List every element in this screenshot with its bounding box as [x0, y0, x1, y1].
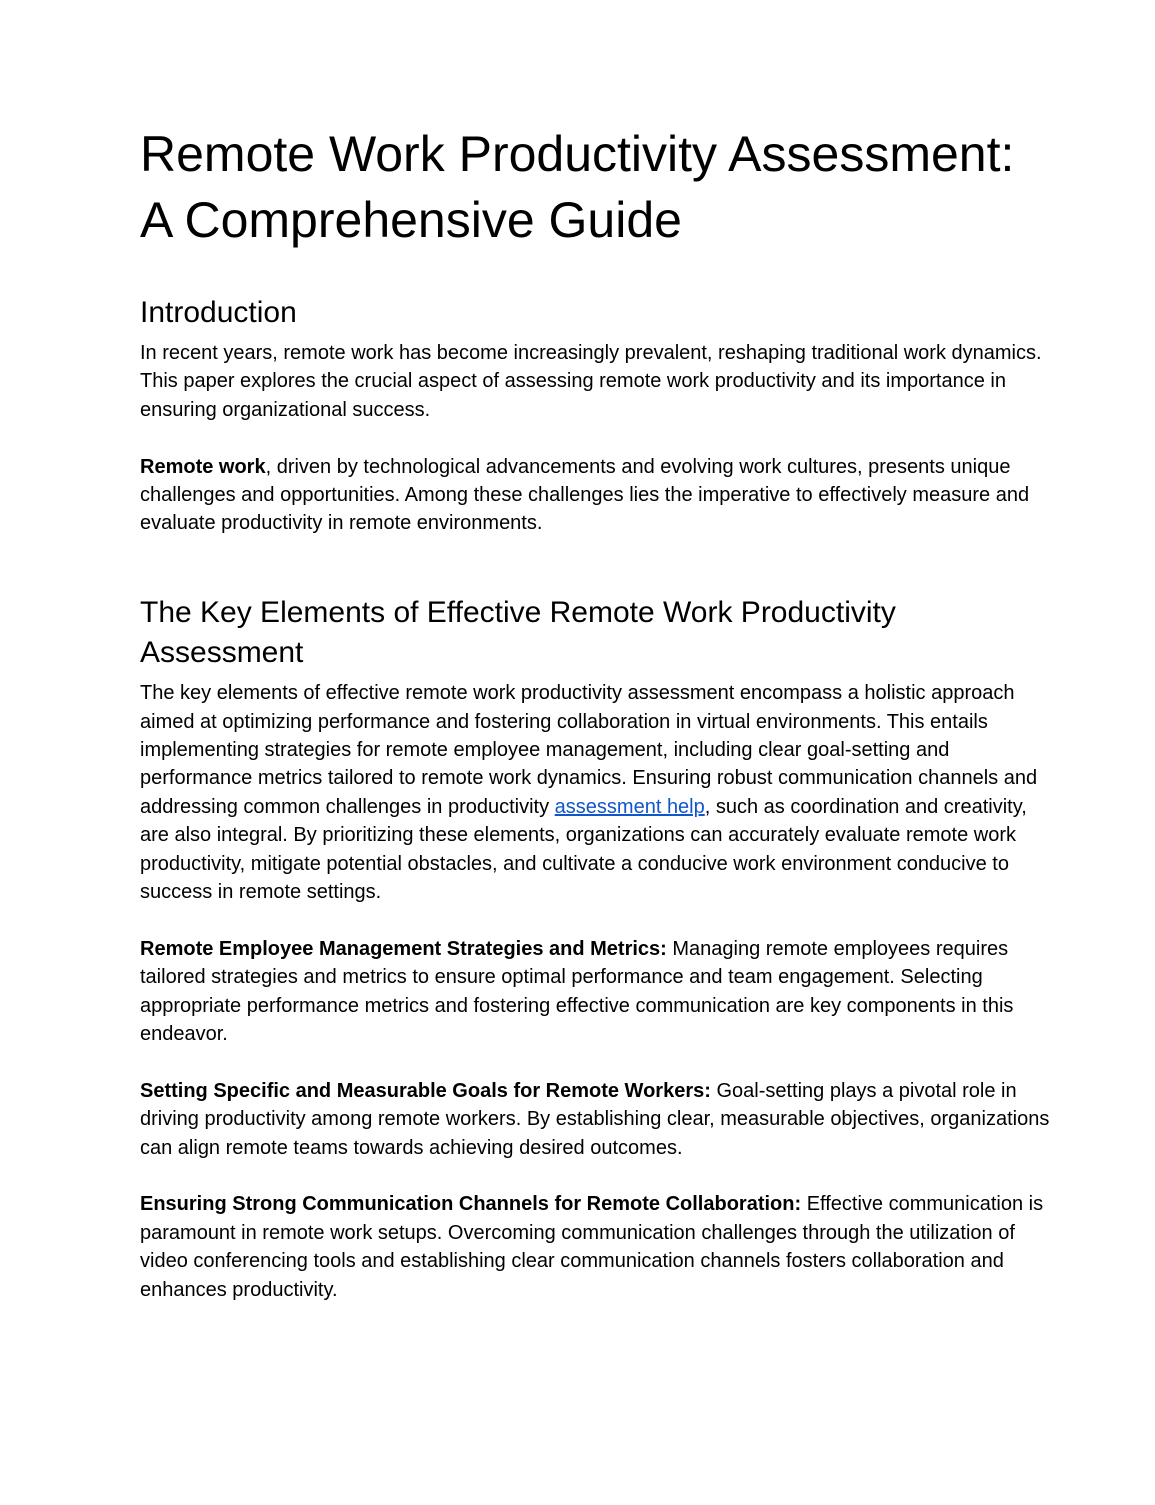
intro-paragraph-1: In recent years, remote work has become increasingly prevalent, reshaping traditional work dynamics. This paper explores the crucial aspect of assessing remote work productivity and its importance in ensuring organizational success. — [140, 342, 1042, 421]
remote-work-bold: Remote work — [140, 455, 266, 478]
management-strategies-text: Managing remote employees requires tailored strategies and metrics to ensure optimal performance and team engagement. Selecting appropriate performance metrics and fostering effective communication are key components in this endeavor. — [140, 937, 1014, 1046]
management-strategies-heading: Remote Employee Management Strategies and Metrics: — [140, 937, 667, 960]
goal-setting-heading: Setting Specific and Measurable Goals for Remote Workers: — [140, 1079, 711, 1102]
management-strategies-paragraph — [140, 935, 1055, 1049]
goal-setting-paragraph — [140, 1077, 1055, 1162]
communication-paragraph — [140, 1190, 1055, 1304]
section-heading-introduction: Introduction — [140, 296, 297, 329]
key-elements-paragraph — [140, 679, 1055, 906]
key-elements-text-before-link: The key elements of effective remote work productivity assessment encompass a holistic approach aimed at optimizing performance and fostering collaboration in virtual environments. This entails implementing strategies for remote employee management, including clear goal-setting and performance metrics tailored to remote work dynamics. Ensuring robust communication channels and addressing common challenges in productivity — [140, 682, 1038, 818]
document-title: Remote Work Productivity Assessment: A Comprehensive Guide — [140, 126, 1015, 248]
goal-setting-text: Goal-setting plays a pivotal role in driving productivity among remote workers. By establishing clear, measurable objectives, organizations can align remote teams towards achieving desired outcomes. — [140, 1079, 1050, 1159]
section-heading-key-elements: The Key Elements of Effective Remote Work Productivity Assessment — [140, 596, 896, 670]
communication-heading: Ensuring Strong Communication Channels for Remote Collaboration: — [140, 1193, 802, 1216]
key-elements-text-after-link: , such as coordination and creativity, are also integral. By prioritizing these elements, organizations can accurately evaluate remote work productivity, mitigate potential obstacles, and cultivate a conducive work environment conducive to success in remote settings. — [140, 795, 1027, 904]
communication-text: Effective communication is paramount in remote work setups. Overcoming communication challenges through the utilization of video conferencing tools and establishing clear communication channels fosters collaboration and enhances productivity. — [140, 1193, 1044, 1301]
intro-paragraph-2 — [140, 453, 1055, 538]
intro-paragraph-2-text: , driven by technological advancements and evolving work cultures, presents unique challenges and opportunities. Among these challenges lies the imperative to effectively measure and evaluate productivity in remote environments. — [140, 455, 1030, 535]
spacer — [140, 566, 1055, 593]
assessment-help-link[interactable]: assessment help — [554, 795, 705, 818]
